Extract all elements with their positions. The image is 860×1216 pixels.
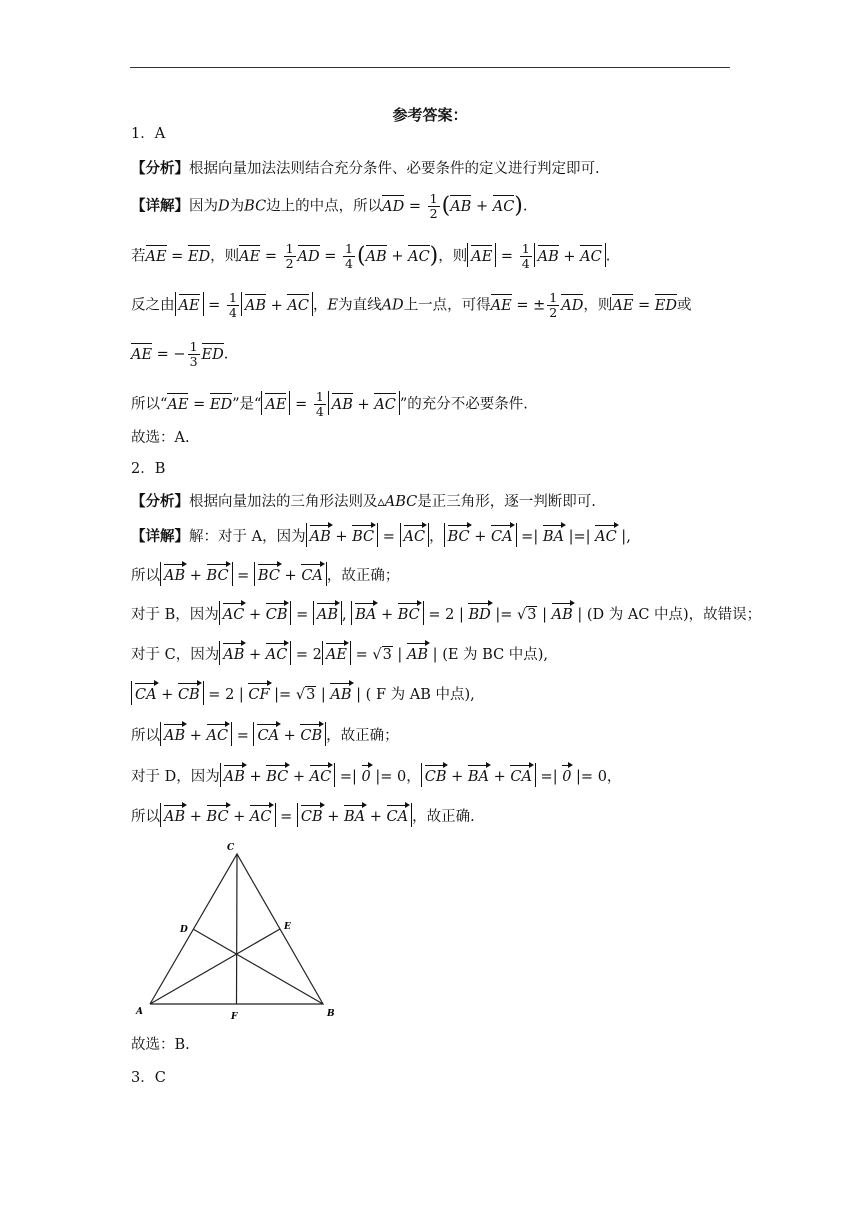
label-e: E	[284, 922, 291, 932]
q1-answer: 故选：A.	[131, 430, 190, 446]
median-ae	[150, 929, 280, 1004]
label-a: A	[136, 1007, 143, 1017]
triangle-figure	[128, 838, 348, 1028]
header-rule	[130, 67, 730, 68]
q1-detail-1: 【详解】因为D为BC边上的中点，所以AD = $\frac{1}{2}$ (AB + AC).	[131, 191, 528, 221]
label-f: F	[231, 1012, 238, 1022]
label-b: B	[327, 1009, 335, 1019]
label-c: C	[227, 843, 235, 853]
page-title: 参考答案：	[392, 106, 468, 124]
label-d: D	[180, 925, 188, 935]
median-bd	[193, 929, 323, 1004]
q1-number: 1．A	[131, 126, 166, 142]
q2-detail-c3: 所以 AB + AC = CA + CB ，故正确；	[131, 722, 399, 746]
q2-detail-a1: 【详解】解：对于 A，因为 AB + BC = AC ， BC + CA =| BA |=| AC |,	[131, 523, 631, 547]
q1-detail-5: 所以“AE = ED”是“ AE = $\frac{1}{4}$ AB + AC ”的充分不必要条件.	[131, 389, 528, 419]
q2-number: 2．B	[131, 461, 166, 477]
q2-detail-d2: 所以 AB + BC + AC = CB + BA + CA ，故正确.	[131, 803, 475, 827]
q1-detail-4: AE = − $\frac{1}{3}$ ED.	[131, 339, 229, 369]
q2-detail-d1: 对于 D，因为 AB + BC + AC =| 0 |= 0， CB + BA + CA =| 0 |= 0，	[131, 763, 621, 787]
q1-analysis: 【分析】根据向量加法法则结合充分条件、必要条件的定义进行判定即可.	[131, 160, 600, 177]
q2-detail-b: 对于 B，因为 AC + CB = AB , BA + BC = 2 | BD |= √3 | AB | (D 为 AC 中点)，故错误；	[131, 601, 761, 625]
q2-analysis: 【分析】根据向量加法的三角形法则及▵ABC是正三角形，逐一判断即可.	[131, 493, 596, 510]
q2-detail-a2: 所以 AB + BC = BC + CA ，故正确；	[131, 562, 399, 586]
q2-detail-c1: 对于 C，因为 AB + AC = 2 AE = √3 | AB | (E 为 BC 中点),	[131, 641, 548, 665]
q1-detail-2: 若AE = ED，则AE = $\frac{1}{2}$ AD = $\frac{1}{4}$ (AB + AC)，则 AE = $\frac{1}{4}$ AB + AC .	[131, 241, 611, 271]
q1-detail-3: 反之由 AE = $\frac{1}{4}$ AB + AC ，E为直线AD上一点，可得AE = ± $\frac{1}{2}$ AD，则AE = ED或	[131, 290, 692, 320]
q2-answer: 故选：B.	[131, 1037, 190, 1053]
median-cf	[237, 854, 238, 1004]
q3-number: 3．C	[131, 1070, 166, 1086]
q2-detail-c2: CA + CB = 2 | CF |= √3 | AB | ( F 为 AB 中点),	[131, 681, 475, 705]
